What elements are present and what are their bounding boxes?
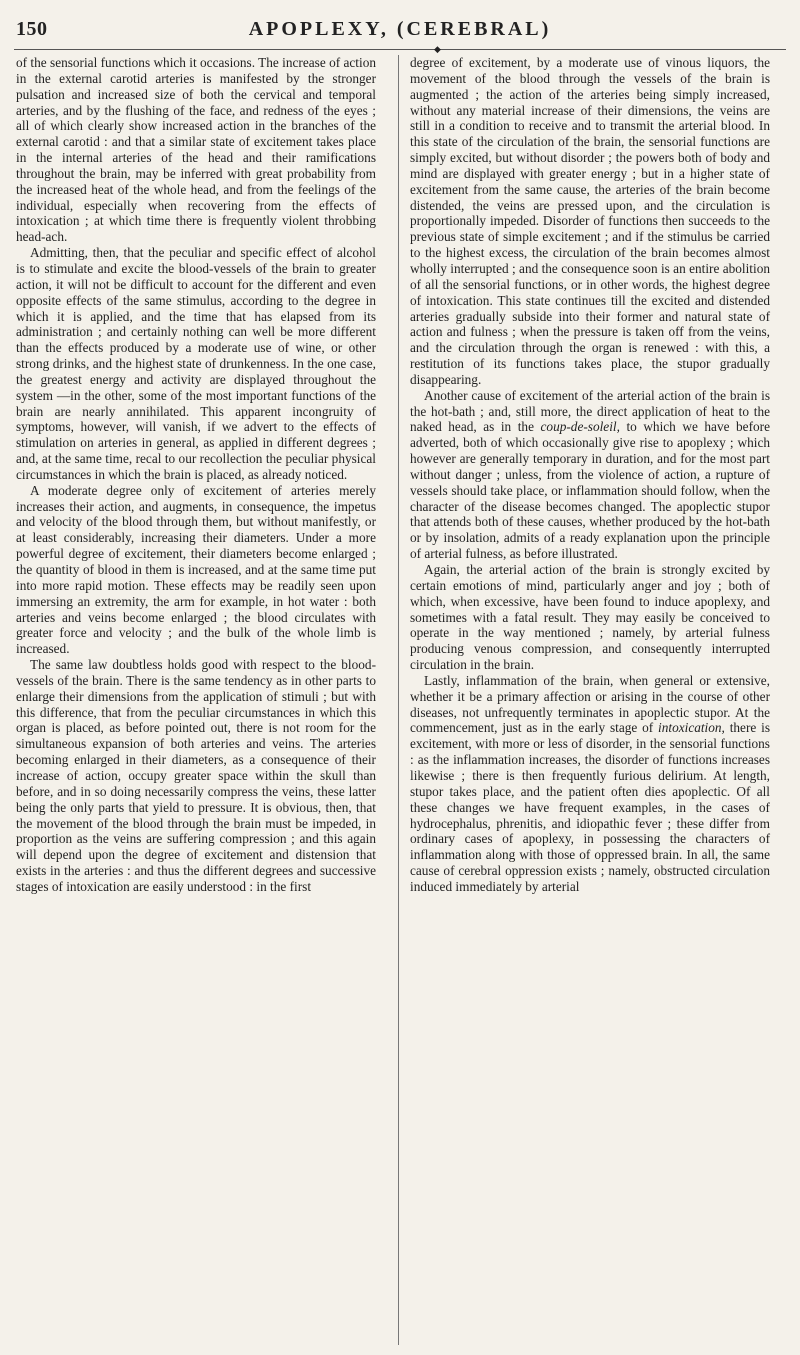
paragraph: of the sensorial functions which it occasions. The increase of action in the external carotid arteries is manifested by the stronger pulsation and increased size of both the cervical and temporal arteries, and by the flushing of the face, and redness of the eyes ; all of which clearly show increased action in the branches of the external carotid : and that a similar state of excitement takes place in the internal arteries of the head and their ramifications throughout the brain, may be inferred with great probability from the increased heat of the whole head, and from the feelings of the individual, especially when recovering from the effects of intoxication ; at which time there is frequently violent throbbing head-ach. <box>16 55 376 245</box>
right-column <box>410 55 770 895</box>
italic-term: intoxication, <box>658 720 725 736</box>
paragraph <box>410 388 770 562</box>
paragraph: A moderate degree only of excitement of arteries merely increases their action, and augments, in consequence, the impetus and velocity of the blood through them, but without manifestly, or at least considerably, increasing their diameters. Under a more powerful degree of excitement, their diameters become enlarged ; the quantity of blood in them is increased, and at the same time put into more rapid motion. These effects may be readily seen upon immersing an extremity, the arm for example, in hot water : both arteries and veins become enlarged ; the blood circulates with greater force and velocity ; and the bulk of the whole limb is increased. <box>16 482 376 657</box>
left-column <box>16 55 376 895</box>
italic-term: coup-de-soleil, <box>540 419 620 435</box>
header-rule <box>14 49 786 50</box>
paragraph: degree of excitement, by a moderate use of vinous liquors, the movement of the blood through the vessels of the brain is augmented ; the action of the arteries being simply increased, without any material increase of their dimensions, the veins are still in a condition to receive and to transmit the arterial blood. In this state of the circulation of the brain, the sensorial functions are simply excited, but without disorder ; the powers both of body and mind are displayed with greater energy ; but in a higher state of excitement from the same cause, the arteries of the brain become distended, the veins are pressed upon, and the circulation is proportionally impeded. Disorder of functions then succeeds to the previous state of simple excitement ; and if the stimulus be carried to the highest excess, the circulation of the brain becomes almost wholly interrupted ; and the consequence soon is an entire abolition of all the sensorial functions, or in other words, the highest degree of intoxication. This state continues till the excited and distended arteries gradually subside into their former and natural state of action and fulness ; when the pressure is taken off from the veins, and the circulation through the organ is renewed : with this, a restitution of its functions takes place, the stupor gradually disappearing. <box>410 55 770 387</box>
paragraph: The same law doubtless holds good with respect to the blood-vessels of the brain. There is the same tendency as in other parts to enlarge their dimensions from the application of stimuli ; but with this difference, that from the peculiar circumstances in which this organ is placed, as before pointed out, there is not room for the simultaneous expansion of both arteries and veins. The arteries becoming enlarged in their diameters, as a consequence of their increase of action, occupy greater space within the skull than before, and in so doing necessarily compress the veins, these latter being the only parts that yield to pressure. It is obvious, then, that the movement of the blood through the brain must be impeded, in proportion as the veins are suffering compression ; and this again will depend upon the degree of excitement and distension that exists in the arteries : and thus the different degrees and successive stages of intoxication are easily understood : in the first <box>16 657 376 894</box>
paragraph-text: to which we have before adverted, both of which occasionally give rise to apoplexy ; which however are generally temporary in duration, and for the most part without danger ; unless, from the violence of action, a rupture of vessels should take place, or inflammation should follow, when the character of the disease becomes changed. The apoplectic stupor that attends both of these causes, whether produced by the hot-bath or by insolation, admits of a ready explanation upon the principle of arterial fulness, as before illustrated. <box>410 419 770 562</box>
column-divider <box>398 55 399 1345</box>
paragraph-text: Another cause of excitement of the arterial action of the brain is the hot-bath ; and, still more, the direct application of heat to the naked head, as in the <box>410 387 770 435</box>
paragraph-text: there is excitement, with more or less of disorder, in the sensorial functions : as the inflammation increases, the disorder of functions increases likewise ; there is then frequently furious delirium. At length, stupor takes place, and the patient often dies apoplectic. Of all these changes we have frequent examples, in the cases of hydrocephalus, phrenitis, and idiopathic fever ; these differ from ordinary cases of apoplexy, in possessing the characters of inflammation along with those of oppressed brain. In all, the same cause of cerebral oppression exists ; namely, obstructed circulation induced immediately by arterial <box>410 720 770 894</box>
paragraph-text: Lastly, inflammation of the brain, when general or extensive, whether it be a primary affection or arising in the course of other diseases, not unfrequently terminates in apoplectic stupor. At the commencement, just as in the early stage of <box>410 672 770 736</box>
page-header <box>14 14 786 54</box>
header-rule-ornament: ◆ <box>434 44 441 54</box>
paragraph <box>410 673 770 895</box>
page-number: 150 <box>16 18 48 40</box>
paragraph: Again, the arterial action of the brain is strongly excited by certain emotions of mind, particularly anger and joy ; both of which, when excessive, have been found to induce apoplexy, and sometimes with a fatal result. They may easily be conceived to operate in the way mentioned ; namely, by arterial fulness producing venous compression, and consequently interrupted circulation in the brain. <box>410 562 770 673</box>
paragraph: Admitting, then, that the peculiar and specific effect of alcohol is to stimulate and excite the blood-vessels of the brain to greater action, it will not be difficult to account for the different and even opposite effects of the same stimulus, according to the degree in which it is applied, and the time that has elapsed from its administration ; and certainly nothing can well be more different than the effects produced by a moderate use of wine, or other strong drinks, and the highest state of drunkenness. In the one case, the greatest energy and activity are displayed throughout the system —in the other, some of the most important functions of the brain are nearly annihilated. This apparent incongruity of symptoms, however, will vanish, if we advert to the effects of stimulation on arteries in general, as applied in different degrees ; and, at the same time, recal to our recollection the peculiar physical circumstances in which the brain is placed, as already noticed. <box>16 245 376 482</box>
running-head: APOPLEXY, (CEREBRAL) <box>248 18 552 40</box>
